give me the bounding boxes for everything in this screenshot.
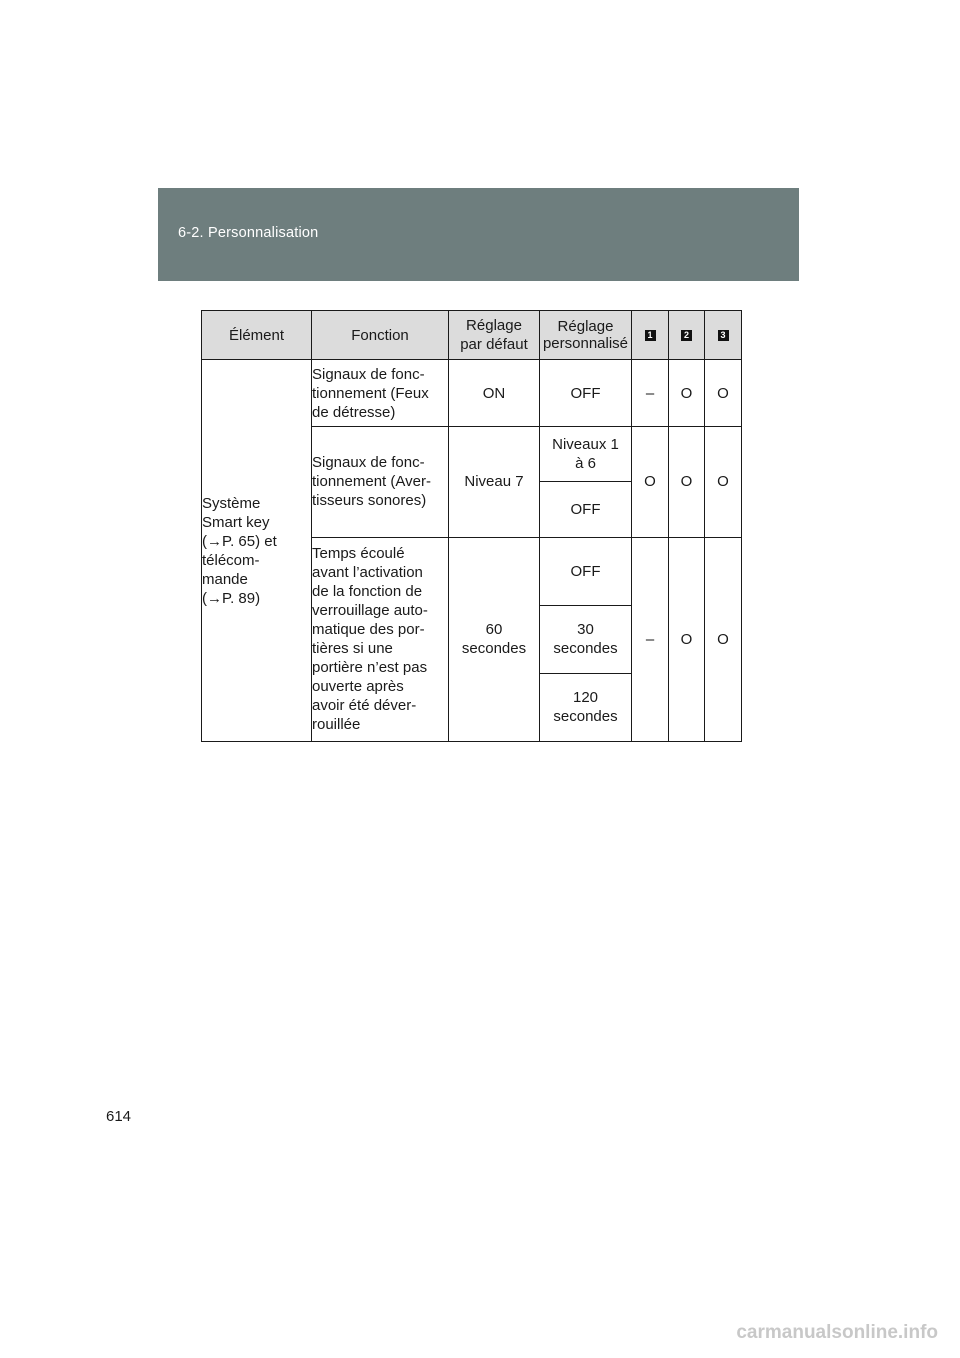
section-header-band bbox=[158, 188, 799, 281]
column-1-cell: O bbox=[632, 427, 669, 537]
custom-cell: Niveaux 1 à 6 bbox=[540, 427, 632, 482]
column-3-cell: O bbox=[705, 360, 742, 427]
customization-table bbox=[201, 310, 742, 742]
watermark: carmanualsonline.info bbox=[736, 1322, 938, 1343]
header-custom-line1: Réglage bbox=[557, 318, 614, 336]
number-badge-3-icon: 3 bbox=[718, 330, 729, 341]
header-column-2 bbox=[669, 311, 705, 360]
default-cell: Niveau 7 bbox=[449, 427, 540, 537]
header-function: Fonction bbox=[312, 311, 449, 360]
header-default-line1: Réglage bbox=[466, 317, 522, 335]
header-default-line2: par défaut bbox=[460, 336, 528, 354]
custom-cell: OFF bbox=[540, 360, 632, 427]
page-number: 614 bbox=[106, 1108, 132, 1125]
number-badge-2-icon: 2 bbox=[681, 330, 692, 341]
custom-cell: OFF bbox=[540, 537, 632, 605]
section-title: 6-2. Personnalisation bbox=[178, 225, 319, 241]
table-row bbox=[202, 360, 742, 427]
function-cell: Signaux de fonc- tionnement (Feux de détresse) bbox=[312, 360, 449, 427]
function-cell: Signaux de fonc- tionnement (Aver- tisseurs sonores) bbox=[312, 427, 449, 537]
default-cell: ON bbox=[449, 360, 540, 427]
header-default-setting bbox=[449, 311, 540, 360]
default-cell: 60 secondes bbox=[449, 537, 540, 742]
custom-cell: 30 secondes bbox=[540, 605, 632, 673]
column-1-cell: – bbox=[632, 537, 669, 742]
custom-cell: 120 secondes bbox=[540, 673, 632, 741]
header-row bbox=[202, 311, 742, 360]
custom-cell: OFF bbox=[540, 482, 632, 537]
element-cell: Système Smart key (→P. 65) et télécom- mande (→P. 89) bbox=[202, 360, 312, 742]
column-1-cell: – bbox=[632, 360, 669, 427]
header-custom-setting bbox=[540, 311, 632, 360]
column-2-cell: O bbox=[669, 360, 705, 427]
column-2-cell: O bbox=[669, 537, 705, 742]
header-custom-line2: personnalisé bbox=[542, 335, 629, 353]
column-2-cell: O bbox=[669, 427, 705, 537]
header-element: Élément bbox=[202, 311, 312, 360]
header-column-1 bbox=[632, 311, 669, 360]
function-cell: Temps écoulé avant l’activation de la fonction de verrouillage auto- matique des por- tières si une portière n’est pas ouverte après avoir été déver- rouillée bbox=[312, 537, 449, 742]
column-3-cell: O bbox=[705, 427, 742, 537]
number-badge-1-icon: 1 bbox=[645, 330, 656, 341]
column-3-cell: O bbox=[705, 537, 742, 742]
header-column-3 bbox=[705, 311, 742, 360]
